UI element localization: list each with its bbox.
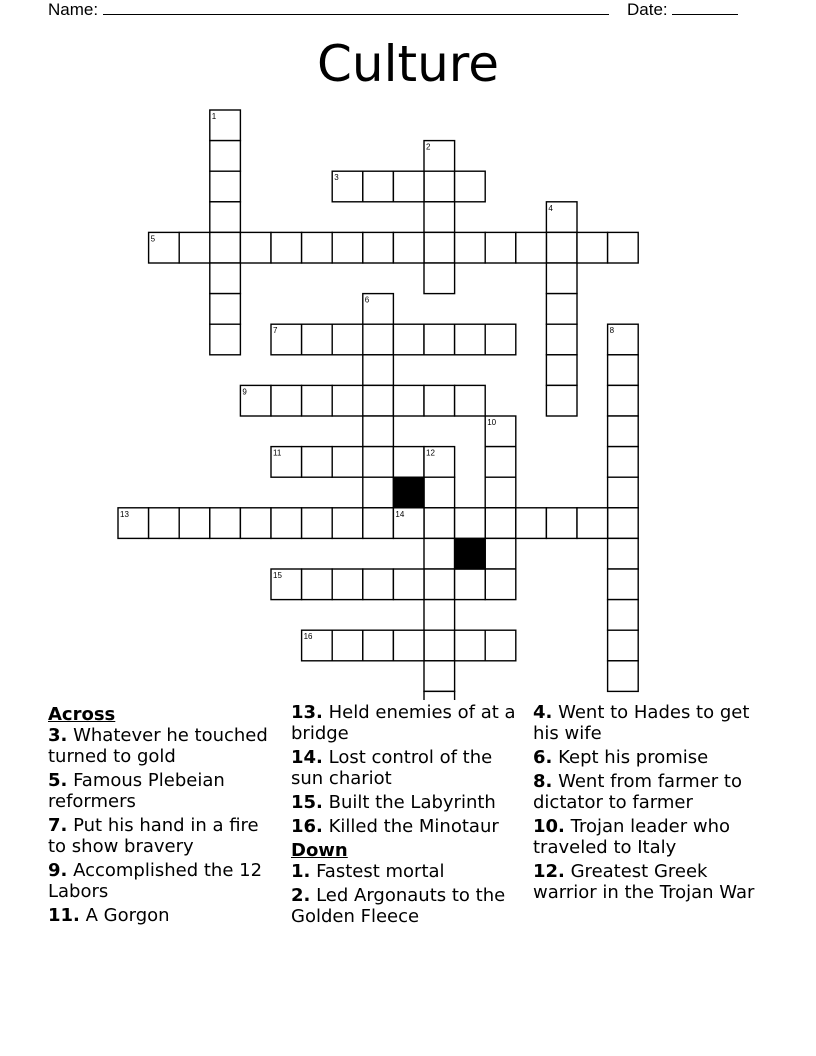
clue-text: Trojan leader who traveled to Italy bbox=[533, 816, 731, 858]
grid-cell[interactable] bbox=[393, 569, 424, 600]
clue-text: Held enemies of at a bridge bbox=[291, 702, 516, 744]
clue-item bbox=[48, 725, 278, 767]
grid-cell[interactable] bbox=[516, 232, 547, 263]
grid-cell[interactable] bbox=[424, 232, 455, 263]
grid-cell[interactable] bbox=[424, 691, 455, 700]
cell-number: 4 bbox=[548, 203, 553, 213]
grid-cell[interactable] bbox=[302, 232, 333, 263]
cell-number: 9 bbox=[242, 387, 247, 397]
clue-text: Built the Labyrinth bbox=[322, 792, 496, 813]
clue-number: 15. bbox=[291, 792, 323, 813]
grid-cell[interactable] bbox=[210, 294, 241, 325]
clue-number: 1. bbox=[291, 861, 311, 882]
grid-cell[interactable] bbox=[393, 171, 424, 202]
grid-cell[interactable] bbox=[455, 232, 486, 263]
grid-cell[interactable] bbox=[546, 508, 577, 539]
clue-item bbox=[48, 860, 278, 902]
clue-item bbox=[291, 861, 523, 882]
grid-cell[interactable] bbox=[363, 324, 394, 355]
grid-cell[interactable] bbox=[332, 447, 363, 478]
grid-cell[interactable] bbox=[210, 508, 241, 539]
grid-cell[interactable] bbox=[455, 630, 486, 661]
clue-item bbox=[48, 905, 278, 926]
clues-column-3 bbox=[533, 702, 765, 906]
name-label: Name: bbox=[48, 0, 99, 19]
grid-cell[interactable] bbox=[210, 324, 241, 355]
grid-cell[interactable] bbox=[332, 508, 363, 539]
grid-cell[interactable] bbox=[149, 508, 180, 539]
clue-item bbox=[291, 792, 523, 813]
clue-item bbox=[533, 771, 765, 813]
clue-item bbox=[533, 747, 765, 768]
grid-cell[interactable] bbox=[424, 202, 455, 233]
grid-cell[interactable] bbox=[363, 477, 394, 508]
clues-column-2 bbox=[291, 702, 523, 930]
grid-cell[interactable] bbox=[516, 508, 547, 539]
grid-cell[interactable] bbox=[608, 630, 639, 661]
grid-cell[interactable] bbox=[424, 324, 455, 355]
cell-number: 16 bbox=[303, 632, 313, 642]
grid-cell[interactable] bbox=[485, 477, 516, 508]
grid-cell[interactable] bbox=[271, 508, 302, 539]
clue-number: 13. bbox=[291, 702, 323, 723]
grid-cell[interactable] bbox=[485, 569, 516, 600]
grid-cell[interactable] bbox=[424, 508, 455, 539]
grid-cell[interactable] bbox=[485, 324, 516, 355]
grid-cell[interactable] bbox=[608, 232, 639, 263]
clue-number: 9. bbox=[48, 860, 68, 881]
grid-cell[interactable] bbox=[332, 630, 363, 661]
grid-cell[interactable] bbox=[546, 385, 577, 416]
grid-cell[interactable] bbox=[393, 447, 424, 478]
grid-cell[interactable] bbox=[608, 477, 639, 508]
clue-text: Led Argonauts to the Golden Fleece bbox=[291, 885, 506, 927]
clue-text: Accomplished the 12 Labors bbox=[48, 860, 263, 902]
clue-text: Famous Plebeian reformers bbox=[48, 770, 225, 812]
down-heading: Down bbox=[291, 840, 348, 861]
cell-number: 7 bbox=[273, 326, 278, 336]
cell-number: 14 bbox=[395, 509, 405, 519]
clue-text: Greatest Greek warrior in the Trojan War bbox=[533, 861, 755, 903]
grid-cell[interactable] bbox=[210, 263, 241, 294]
grid-cell[interactable] bbox=[363, 232, 394, 263]
cell-number: 13 bbox=[120, 509, 129, 519]
grid-cell[interactable] bbox=[363, 569, 394, 600]
grid-cell[interactable] bbox=[210, 141, 241, 172]
grid-cell[interactable] bbox=[179, 508, 210, 539]
clue-number: 10. bbox=[533, 816, 565, 837]
grid-cell[interactable] bbox=[332, 569, 363, 600]
grid-cell[interactable] bbox=[485, 508, 516, 539]
grid-cell[interactable] bbox=[302, 324, 333, 355]
date-label: Date: bbox=[627, 0, 668, 19]
grid-cell[interactable] bbox=[363, 447, 394, 478]
grid-cell[interactable] bbox=[485, 538, 516, 569]
grid-cell[interactable] bbox=[424, 569, 455, 600]
grid-cell[interactable] bbox=[393, 385, 424, 416]
clue-number: 12. bbox=[533, 861, 565, 882]
grid-cell[interactable] bbox=[424, 477, 455, 508]
cell-number: 10 bbox=[487, 418, 497, 427]
down-clues-list bbox=[291, 861, 523, 927]
clue-text: Kept his promise bbox=[552, 747, 709, 768]
grid-cell[interactable] bbox=[302, 569, 333, 600]
grid-cell[interactable] bbox=[240, 508, 271, 539]
grid-cell[interactable] bbox=[608, 355, 639, 386]
cell-number: 11 bbox=[273, 448, 282, 458]
grid-cell[interactable] bbox=[608, 661, 639, 692]
clue-text: Went from farmer to dictator to farmer bbox=[533, 771, 742, 813]
clue-text: Went to Hades to get his wife bbox=[533, 702, 750, 744]
clue-text: Whatever he touched turned to gold bbox=[48, 725, 268, 767]
clue-item bbox=[291, 747, 523, 789]
cell-number: 15 bbox=[273, 571, 282, 580]
across-clues-list bbox=[48, 725, 278, 926]
down-clues-list-continued bbox=[533, 702, 765, 903]
grid-cell[interactable] bbox=[424, 661, 455, 692]
grid-cell[interactable] bbox=[424, 600, 455, 631]
grid-cell[interactable] bbox=[393, 324, 424, 355]
grid-cell[interactable] bbox=[179, 232, 210, 263]
grid-cell[interactable] bbox=[608, 538, 639, 569]
across-heading: Across bbox=[48, 704, 116, 725]
clue-item bbox=[291, 816, 523, 837]
grid-cell[interactable] bbox=[210, 171, 241, 202]
grid-cell[interactable] bbox=[332, 232, 363, 263]
grid-cell[interactable] bbox=[424, 385, 455, 416]
cell-number: 6 bbox=[364, 295, 370, 305]
cell-number: 1 bbox=[211, 112, 217, 121]
grid-cell[interactable] bbox=[577, 508, 608, 539]
grid-cell[interactable] bbox=[363, 508, 394, 539]
clue-number: 5. bbox=[48, 770, 68, 791]
clue-text: Fastest mortal bbox=[310, 861, 445, 882]
clues-column-1 bbox=[48, 702, 278, 929]
grid-cell[interactable] bbox=[455, 385, 486, 416]
black-square bbox=[455, 538, 486, 569]
grid-cell[interactable] bbox=[455, 508, 486, 539]
grid-cell[interactable] bbox=[424, 630, 455, 661]
grid-cell[interactable] bbox=[210, 202, 241, 233]
clue-item bbox=[533, 861, 765, 903]
clue-number: 8. bbox=[533, 771, 553, 792]
clue-item bbox=[291, 885, 523, 927]
clue-number: 3. bbox=[48, 725, 68, 746]
grid-cell[interactable] bbox=[546, 263, 577, 294]
grid-cell[interactable] bbox=[332, 324, 363, 355]
grid-cell[interactable] bbox=[363, 355, 394, 386]
grid-cell[interactable] bbox=[608, 385, 639, 416]
clue-number: 14. bbox=[291, 747, 323, 768]
clue-number: 16. bbox=[291, 816, 323, 837]
grid-cell[interactable] bbox=[455, 324, 486, 355]
across-clues-list-continued bbox=[291, 702, 523, 837]
grid-cell[interactable] bbox=[302, 447, 333, 478]
clue-text: Killed the Minotaur bbox=[322, 816, 499, 837]
grid-cell[interactable] bbox=[608, 508, 639, 539]
grid-cell[interactable] bbox=[271, 385, 302, 416]
grid-cell[interactable] bbox=[424, 263, 455, 294]
clue-number: 6. bbox=[533, 747, 553, 768]
cell-number: 2 bbox=[426, 142, 431, 152]
grid-cell[interactable] bbox=[455, 569, 486, 600]
cell-number: 3 bbox=[334, 173, 339, 183]
cell-number: 12 bbox=[426, 448, 435, 458]
clue-text: Put his hand in a fire to show bravery bbox=[48, 815, 259, 857]
grid-cell[interactable] bbox=[332, 385, 363, 416]
grid-cell[interactable] bbox=[455, 171, 486, 202]
grid-cell[interactable] bbox=[363, 416, 394, 447]
clue-number: 11. bbox=[48, 905, 80, 926]
grid-cell[interactable] bbox=[271, 232, 302, 263]
grid-cell[interactable] bbox=[485, 232, 516, 263]
clue-item bbox=[48, 770, 278, 812]
clue-item bbox=[533, 816, 765, 858]
grid-cell[interactable] bbox=[424, 538, 455, 569]
clue-number: 2. bbox=[291, 885, 311, 906]
grid-cell[interactable] bbox=[577, 232, 608, 263]
clue-item bbox=[48, 815, 278, 857]
black-square bbox=[393, 477, 424, 508]
grid-cell[interactable] bbox=[485, 630, 516, 661]
grid-cell[interactable] bbox=[393, 630, 424, 661]
grid-cell[interactable] bbox=[363, 385, 394, 416]
grid-cell[interactable] bbox=[546, 324, 577, 355]
grid-cell[interactable] bbox=[546, 294, 577, 325]
clue-number: 4. bbox=[533, 702, 553, 723]
clue-item bbox=[533, 702, 765, 744]
grid-cell[interactable] bbox=[302, 385, 333, 416]
clue-text: Lost control of the sun chariot bbox=[291, 747, 493, 789]
grid-cell[interactable] bbox=[363, 630, 394, 661]
page-title: Culture bbox=[316, 35, 499, 93]
grid-cell[interactable] bbox=[608, 569, 639, 600]
clue-item bbox=[291, 702, 523, 744]
cell-number: 5 bbox=[150, 234, 156, 244]
grid-cell[interactable] bbox=[210, 232, 241, 263]
grid-cell[interactable] bbox=[424, 171, 455, 202]
cell-number: 8 bbox=[609, 326, 615, 336]
clue-number: 7. bbox=[48, 815, 68, 836]
grid-cell[interactable] bbox=[485, 447, 516, 478]
grid-cell[interactable] bbox=[546, 355, 577, 386]
grid-cell[interactable] bbox=[608, 447, 639, 478]
clue-text: A Gorgon bbox=[79, 905, 170, 926]
grid-cell[interactable] bbox=[546, 232, 577, 263]
grid-cell[interactable] bbox=[393, 232, 424, 263]
grid-cell[interactable] bbox=[240, 232, 271, 263]
grid-cell[interactable] bbox=[302, 508, 333, 539]
grid-cell[interactable] bbox=[363, 171, 394, 202]
grid-cell[interactable] bbox=[608, 600, 639, 631]
grid-cell[interactable] bbox=[608, 416, 639, 447]
